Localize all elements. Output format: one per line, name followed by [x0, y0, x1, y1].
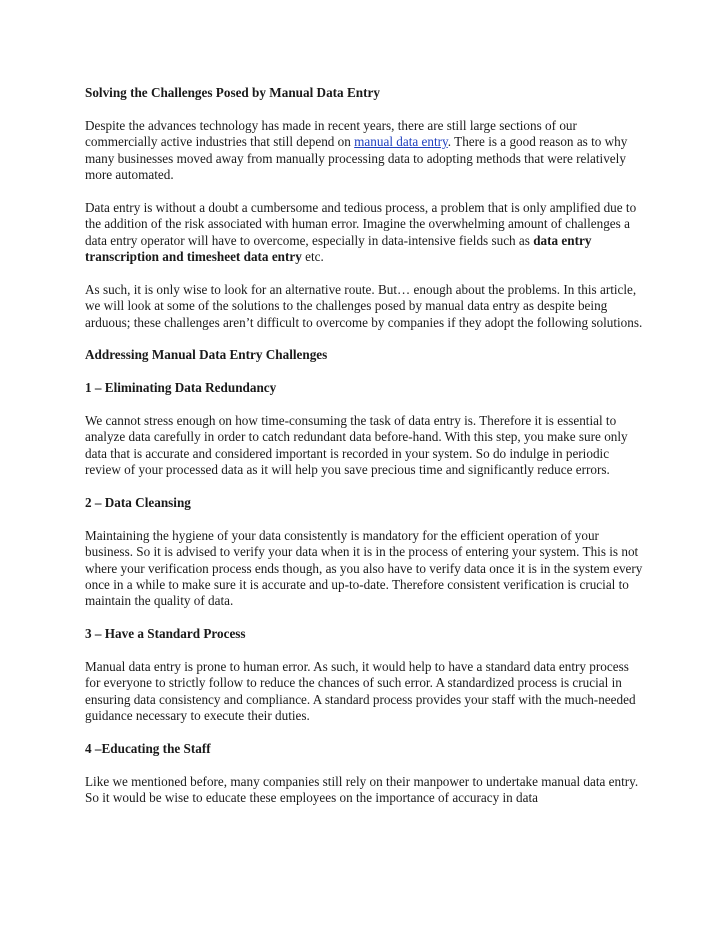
intro-text-after-link: . There is a good reason as to why many businesses moved away from manually processing data to adopting methods that were relatively more automated.	[85, 134, 628, 183]
manual-data-entry-link[interactable]: manual data entry	[354, 134, 448, 150]
para2-bold-phrase: data entry transcription and timesheet data entry	[85, 232, 592, 265]
section-heading: Addressing Manual Data Entry Challenges	[85, 347, 328, 363]
para2-text-after-bold: etc.	[301, 249, 324, 265]
section-3-body: Manual data entry is prone to human error. As such, it would help to have a standard data entry process for everyone to strictly follow to reduce the chances of such error. A standardized process is crucial in ensuring data consistency and compliance. A standard process provides your staff with the much-needed guidance necessary to execute their duties.	[85, 659, 636, 724]
intro-paragraph	[85, 118, 645, 184]
paragraph-2	[85, 200, 645, 266]
section-2-body: Maintaining the hygiene of your data consistently is mandatory for the efficient operation of your business. So it is advised to verify your data when it is in the process of entering your system. This is not where your verification process ends though, as you also have to verify data once it is in the system every once in a while to make sure it is accurate and up-to-date. Therefore consistent verification is crucial to maintain the quality of data.	[85, 527, 643, 609]
section-3-heading: 3 – Have a Standard Process	[85, 626, 246, 642]
section-4-heading: 4 –Educating the Staff	[85, 741, 211, 757]
section-2-heading: 2 – Data Cleansing	[85, 495, 191, 511]
document-page	[85, 85, 645, 823]
paragraph-3: As such, it is only wise to look for an alternative route. But… enough about the problems. In this article, we will look at some of the solutions to the challenges posed by manual data entry as despite being arduous; these challenges aren’t difficult to overcome by companies if they adopt the following solutions.	[85, 281, 643, 330]
section-1-heading: 1 – Eliminating Data Redundancy	[85, 380, 277, 396]
section-1-body: We cannot stress enough on how time-consuming the task of data entry is. Therefore it is essential to analyze data carefully in order to catch redundant data before-hand. With this step, you make sure only data that is accurate and considered important is recorded in your system. So do indulge in periodic review of your processed data as it will help you save precious time and significantly reduce errors.	[85, 413, 628, 478]
para2-text-before-bold: Data entry is without a doubt a cumbersome and tedious process, a problem that is only amplified due to the addition of the risk associated with human error. Imagine the overwhelming amount of challenges a data entry operator will have to overcome, especially in data-intensive fields such as	[85, 199, 637, 248]
intro-text-before-link: Despite the advances technology has made in recent years, there are still large sections of our commercially active industries that still depend on	[85, 117, 577, 150]
document-title: Solving the Challenges Posed by Manual Data Entry	[85, 85, 380, 100]
section-4-body: Like we mentioned before, many companies still rely on their manpower to undertake manual data entry. So it would be wise to educate these employees on the importance of accuracy in data	[85, 773, 639, 806]
